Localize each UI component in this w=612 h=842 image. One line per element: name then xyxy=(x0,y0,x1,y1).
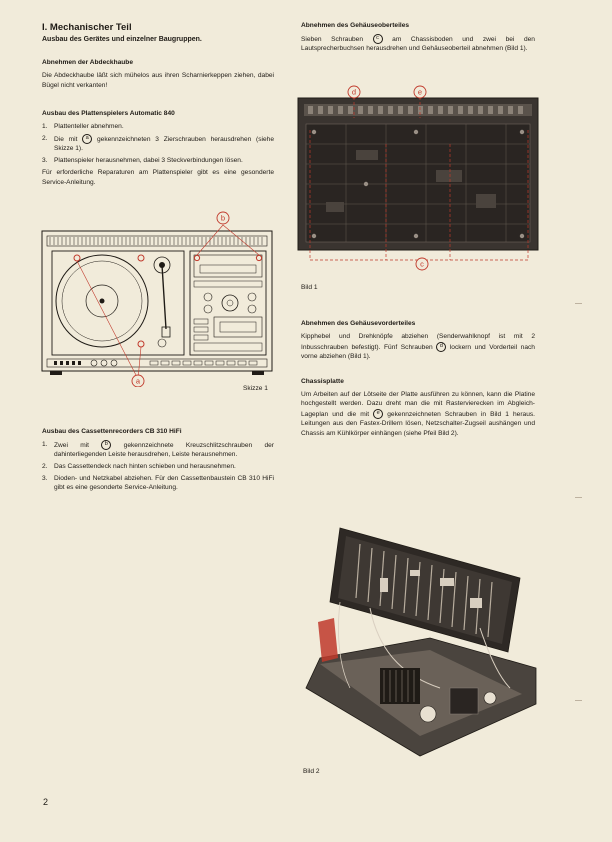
list-item: 2. Die mit a gekennzeichneten 3 Zierschrauben herausdrehen (siehe Skizze 1). xyxy=(42,134,275,153)
margin-mark: — xyxy=(575,697,582,704)
callout-d-label: d xyxy=(351,87,357,97)
list-item: 2. Das Cassettendeck nach hinten schieben und herausnehmen. xyxy=(42,462,236,470)
section-subheading: Ausbau des Gerätes und einzelner Baugruppen. xyxy=(42,36,202,43)
heading-chassisplatte: Chassisplatte xyxy=(301,377,344,385)
sketch-1 xyxy=(40,209,276,387)
margin-mark: — xyxy=(575,300,582,307)
marker-c-symbol: c xyxy=(373,34,383,44)
list-item: 1. Zwei mit b gekennzeichnete Kreuzschlitzschrauben der dahinterliegenden Leiste herausdrehen, Leiste herausnehmen. xyxy=(42,441,274,459)
photo-bild-1 xyxy=(296,84,542,272)
text-gehaeuseoberteil: Sieben Schrauben c am Chassisboden und zwei bei den Lautsprecherbuchsen herausdrehen und Gehäuseoberteil abnehmen (Bild 1). xyxy=(301,35,535,53)
photo-bild-2 xyxy=(300,518,540,760)
right-column xyxy=(301,22,535,60)
photo-bild-1-image xyxy=(296,84,542,272)
callout-a-label: a xyxy=(135,376,141,386)
note-plattenspieler: Für erforderliche Reparaturen am Plattenspieler gibt es eine gesonderte Service-Anleitung. xyxy=(42,169,274,186)
steps-plattenspieler xyxy=(42,122,274,165)
marker-d-symbol: d xyxy=(436,342,446,352)
heading-gehaeuseoberteil: Abnehmen des Gehäuseoberteiles xyxy=(301,22,410,29)
section-heading: I. Mechanischer Teil xyxy=(42,22,132,33)
list-item: 3. Dioden- und Netzkabel abziehen. Für den Cassettenbaustein CB 310 HiFi gibt es eine gesonderte Service-Anleitung. xyxy=(42,474,274,492)
sketch-1-drawing xyxy=(40,209,276,387)
callout-b-label: b xyxy=(220,213,226,223)
text-chassisplatte: Um Arbeiten auf der Lötseite der Platte ausführen zu können, kann die Platine hochgestellt werden. Dazu dreht man die mit Rastervierecken im Abgleich-Lageplan und die mit e gekennzeichneten Schrauben in Bild 1 heraus. Leitungen aus den Fastex-Drillern lösen, Netzschalter-Zugseil aushängen und Chassis am Kühlkörper einhängen (siehe Pfeil Bild 2). xyxy=(301,390,535,437)
photo-bild-2-image xyxy=(300,518,540,760)
list-item: 1. Plattenteller abnehmen. xyxy=(42,123,124,131)
list-item: 3. Plattenspieler herausnehmen, dabei 3 Steckverbindungen lösen. xyxy=(42,156,243,164)
photo-bild-2-caption: Bild 2 xyxy=(303,768,320,775)
margin-mark: — xyxy=(575,494,582,501)
page-number: 2 xyxy=(43,797,49,807)
heading-abdeckhaube: Abnehmen der Abdeckhaube xyxy=(42,59,133,66)
text-abdeckhaube: Die Abdeckhaube läßt sich mühelos aus ihren Scharnierkeppen ziehen, dabei Bügel nicht verkanten! xyxy=(42,72,274,89)
marker-a-symbol: a xyxy=(82,134,92,144)
steps-cassettenrecorder xyxy=(42,440,274,493)
sketch-1-caption: Skizze 1 xyxy=(243,385,268,392)
cassette-section xyxy=(42,428,274,495)
marker-e-symbol: e xyxy=(373,409,383,419)
text-gehaeusevorderteil: Kipphebel und Drehknöpfe abziehen (Senderwahlknopf ist mit 2 Inbusschrauben befestigt). Fünf Schrauben d lockern und Vorderteil nach vorne abziehen (Bild 1). xyxy=(301,333,535,360)
heading-gehaeusevorderteil: Abnehmen des Gehäusevorderteiles xyxy=(301,320,416,327)
callout-e-label: e xyxy=(417,87,423,97)
callout-c-label: c xyxy=(420,259,424,269)
marker-b-symbol: b xyxy=(101,440,111,450)
right-middle-text xyxy=(301,320,535,444)
photo-bild-1-caption: Bild 1 xyxy=(301,284,318,291)
left-column xyxy=(42,22,274,194)
heading-plattenspieler: Ausbau des Plattenspielers Automatic 840 xyxy=(42,110,175,118)
heading-cassettenrecorder: Ausbau des Cassettenrecorders CB 310 HiFi xyxy=(42,428,182,435)
